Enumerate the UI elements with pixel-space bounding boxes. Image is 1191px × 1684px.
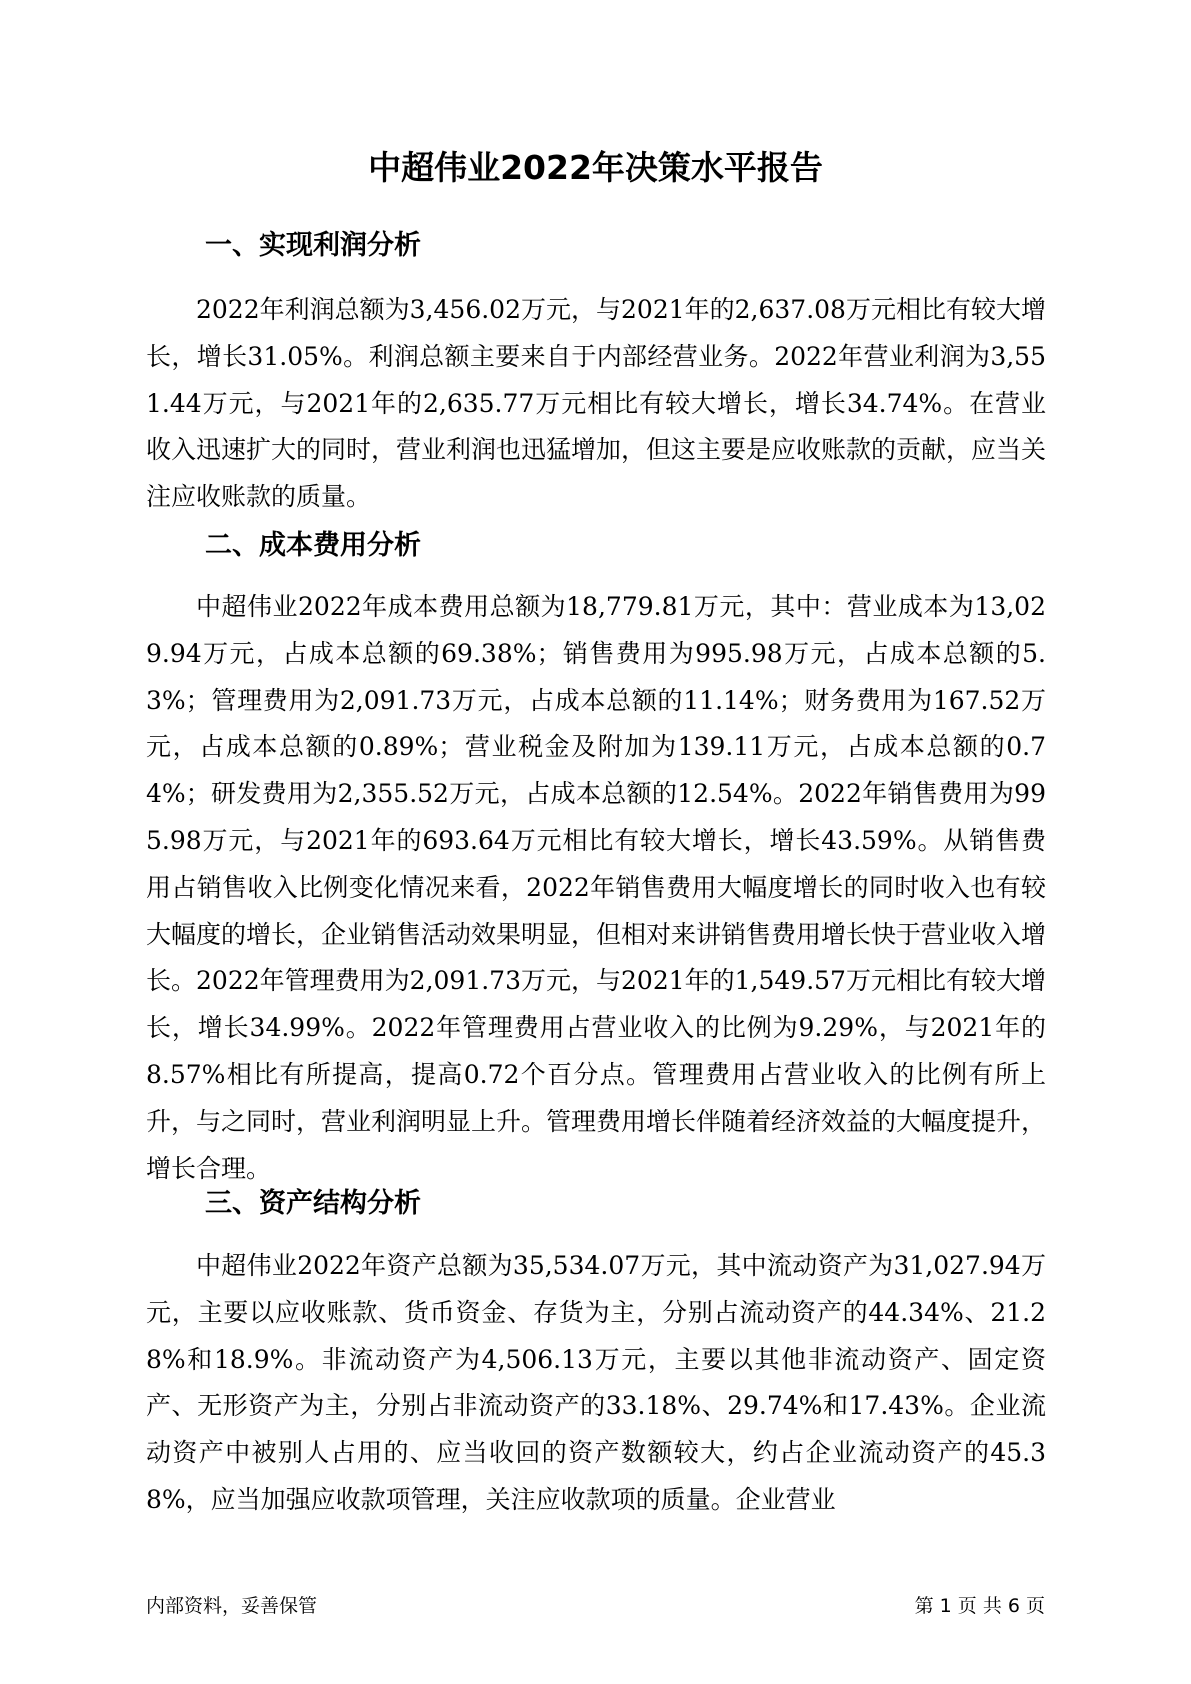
document-title: 中超伟业2022年决策水平报告 — [368, 148, 823, 187]
footer-confidential-note: 内部资料，妥善保管 — [146, 1595, 318, 1617]
section-heading-assets: 三、资产结构分析 — [205, 1188, 421, 1219]
section-paragraph-profit: 2022年利润总额为3,456.02万元，与2021年的2,637.08万元相比有较大增长，增长31.05%。利润总额主要来自于内部经营业务。2022年营业利润为3,551.44万元，与2021年的2,635.77万元相比有较大增长，增长34.74%。在营业收入迅速扩大的同时，营业利润也迅猛增加，但这主要是应收账款的贡献，应当关注应收账款的质量。 — [146, 295, 1047, 512]
section-paragraph-assets: 中超伟业2022年资产总额为35,534.07万元，其中流动资产为31,027.94万元，主要以应收账款、货币资金、存货为主，分别占流动资产的44.34%、21.28%和18.9%。非流动资产为4,506.13万元，主要以其他非流动资产、固定资产、无形资产为主，分别占非流动资产的33.18%、29.74%和17.43%。企业流动资产中被别人占用的、应当收回的资产数额较大，约占企业流动资产的45.38%，应当加强应收款项管理，关注应收款项的质量。企业营业 — [146, 1251, 1046, 1514]
section-heading-profit: 一、实现利润分析 — [205, 230, 421, 261]
section-paragraph-cost: 中超伟业2022年成本费用总额为18,779.81万元，其中：营业成本为13,029.94万元，占成本总额的69.38%；销售费用为995.98万元，占成本总额的5.3%；管理费用为2,091.73万元，占成本总额的11.14%；财务费用为167.52万元，占成本总额的0.89%；营业税金及附加为139.11万元，占成本总额的0.74%；研发费用为2,355.52万元，占成本总额的12.54%。2022年销售费用为995.98万元，与2021年的693.64万元相比有较大增长，增长43.59%。从销售费用占销售收入比例变化情况来看，2022年销售费用大幅度增长的同时收入也有较大幅度的增长，企业销售活动效果明显，但相对来讲销售费用增长快于营业收入增长。2022年管理费用为2,091.73万元，与2021年的1,549.57万元相比有较大增长，增长34.99%。2022年管理费用占营业收入的比例为9.29%，与2021年的8.57%相比有所提高，提高0.72个百分点。管理费用占营业收入的比例有所上升，与之同时，营业利润明显上升。管理费用增长伴随着经济效益的大幅度提升，增长合理。 — [146, 592, 1047, 1183]
section-heading-cost: 二、成本费用分析 — [205, 530, 421, 561]
footer-page-number: 第 1 页 共 6 页 — [914, 1595, 1045, 1617]
